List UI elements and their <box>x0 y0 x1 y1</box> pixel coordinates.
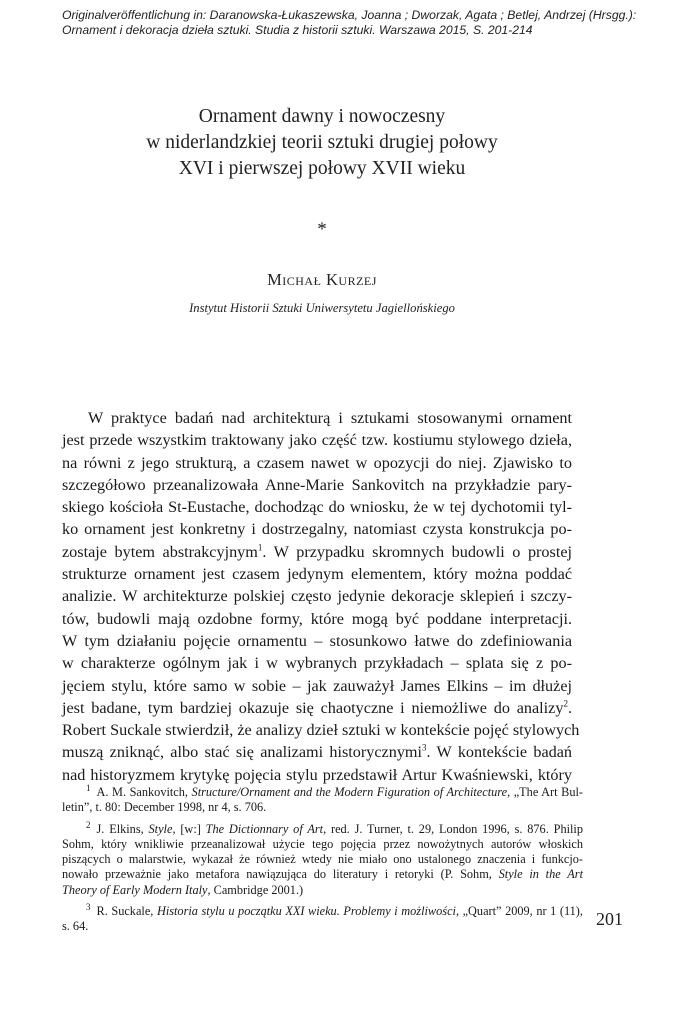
title-line-2: w niderlandzkiej teorii sztuki drugiej połowy <box>146 132 498 153</box>
footnote-text: nowało przeważnie jako metafora nawiązująca do literatury i retoryki (P. Sohm, <box>62 867 499 882</box>
title-line-3: XVI i pierwszej połowy XVII wieku <box>178 158 466 179</box>
footnote-line <box>62 819 583 837</box>
footnote-title: Theory of Early Modern Italy <box>62 882 208 897</box>
footnote-ref-2[interactable]: 2 <box>563 698 568 709</box>
footnote-ref-3[interactable]: 3 <box>422 743 427 754</box>
footnote-text: , red. J. Turner, t. 29, London 1996, s. 876. Philip <box>323 821 583 836</box>
footnote-1 <box>62 782 583 816</box>
footnotes <box>62 782 583 941</box>
body-line: strukturze ornament jest czasem jedynym elementem, który można poddać <box>62 565 572 584</box>
footnote-text: , „Quart” 2009, nr 1 (11), <box>455 904 583 919</box>
body-text-segment: . W przypadku skromnych budowli o prostej <box>262 542 573 561</box>
footnote-number: 2 <box>86 819 91 830</box>
body-line <box>62 741 572 763</box>
footnote-number: 1 <box>86 782 91 793</box>
footnote-2 <box>62 819 583 898</box>
article-title <box>62 104 582 182</box>
footnote-line: s. 64. <box>62 919 89 934</box>
footnote-number: 3 <box>86 901 91 912</box>
body-line: w charakterze ogólnym jak i w wybranych przykładach – splata się z po- <box>62 654 572 673</box>
body-line: W praktyce badań nad architekturą i sztukami stosowanymi ornament <box>88 409 572 427</box>
footnote-text: , Cambridge 2001.) <box>207 882 304 897</box>
body-line: Robert Suckale stwierdził, że analizy dzieł sztuki w kontekście pojęć stylowych <box>62 721 580 740</box>
page-number: 201 <box>596 909 623 929</box>
body-line <box>62 697 572 719</box>
footnote-3 <box>62 901 583 935</box>
author-affiliation: Instytut Historii Sztuki Uniwersytetu Jagiellońskiego <box>189 301 455 315</box>
footnote-line: Sohm, który wnikliwie przeanalizował użycie tego pojęcia przez nowożytnych autorów włoskich <box>62 836 583 851</box>
footnote-line <box>62 867 583 882</box>
footnote-title: Structure/Ornament and the Modern Figuration of Architecture <box>191 785 508 799</box>
footnote-line <box>62 901 583 919</box>
footnote-text: J. Elkins, <box>96 821 149 836</box>
body-line: na równi z jego strukturą, a czasem nawet w opozycji do niej. Zjawisko to <box>62 453 572 472</box>
body-line: jęciem stylu, które samo w sobie – jak zauważył James Elkins – im dłużej <box>62 676 572 695</box>
body-text-segment: jest badane, tym bardziej okazuje się chaotyczne i niemożliwe do analizy <box>62 698 564 717</box>
body-line: analizie. W architekturze polskiej często jedynie dekoracje sklepień i szczy- <box>62 587 572 606</box>
footnote-title: Historia stylu u początku XXI wieku. Problemy i możliwości <box>156 904 456 919</box>
body-text-segment: zostaje bytem abstrakcyjnym <box>62 542 258 561</box>
footnote-text: R. Suckale, <box>96 904 157 919</box>
body-text-segment: . <box>567 698 572 717</box>
body-line <box>62 541 572 563</box>
footnote-text: , [w:] <box>172 821 206 836</box>
body-line: tów, budowli mają ozdobne formy, które mogą być poddane interpretacji. <box>62 609 572 628</box>
citation-line-1: Originalveröffentlichung in: Daranowska-Łukaszewska, Joanna ; Dworzak, Agata ; Betlej, Andrzej (Hrsgg.): <box>62 8 637 22</box>
footnote-title: Style in the Art <box>498 867 583 882</box>
body-line: ko ornament jest konkretny i dostrzegalny, natomiast czysta konstrukcja po- <box>62 520 572 539</box>
body-text-segment: muszą zniknąć, albo stać się analizami historycznymi <box>62 743 423 762</box>
body-line: nad historyzmem krytykę pojęcia stylu przedstawił Artur Kwaśniewski, który <box>62 765 572 784</box>
footnote-text: , „The Art Bul- <box>507 785 583 799</box>
body-line: jest przede wszystkim traktowany jako część tzw. kostiumu stylowego dzieła, <box>62 431 572 450</box>
footnote-title: Style <box>148 821 173 836</box>
body-paragraph <box>62 407 580 786</box>
footnote-ref-1[interactable]: 1 <box>257 542 263 553</box>
footnote-line: piszących o malarstwie, wykazał że również wtedy nie miało ono ustalonego znaczenia i funkcjo- <box>62 852 583 867</box>
body-line: W tym działaniu pojęcie ornamentu – stosunkowo łatwe do zdefiniowania <box>62 631 572 650</box>
title-line-1: Ornament dawny i nowoczesny <box>198 106 446 127</box>
footnote-line <box>62 782 583 800</box>
footnote-line: letin”, t. 80: December 1998, nr 4, s. 706. <box>62 800 267 815</box>
citation-line-2: Ornament i dekoracja dzieła sztuki. Studia z historii sztuki. Warszawa 2015, S. 201-214 <box>62 23 533 37</box>
section-separator: * <box>317 219 327 240</box>
body-line: szczegółowo przeanalizowała Anne-Marie Sankovitch na przykładzie pary- <box>62 475 572 494</box>
source-citation-header <box>62 8 672 38</box>
body-line: skiego kościoła St-Eustache, dochodząc do wniosku, że w tej dychotomii tyl- <box>62 498 572 517</box>
footnote-text: A. M. Sankovitch, <box>96 785 192 799</box>
footnote-line <box>62 883 583 898</box>
body-text-segment: . W kontekście badań <box>426 743 572 762</box>
author-name: Michał Kurzej <box>267 270 377 289</box>
footnote-title: The Dictionnary of Art <box>205 821 324 836</box>
